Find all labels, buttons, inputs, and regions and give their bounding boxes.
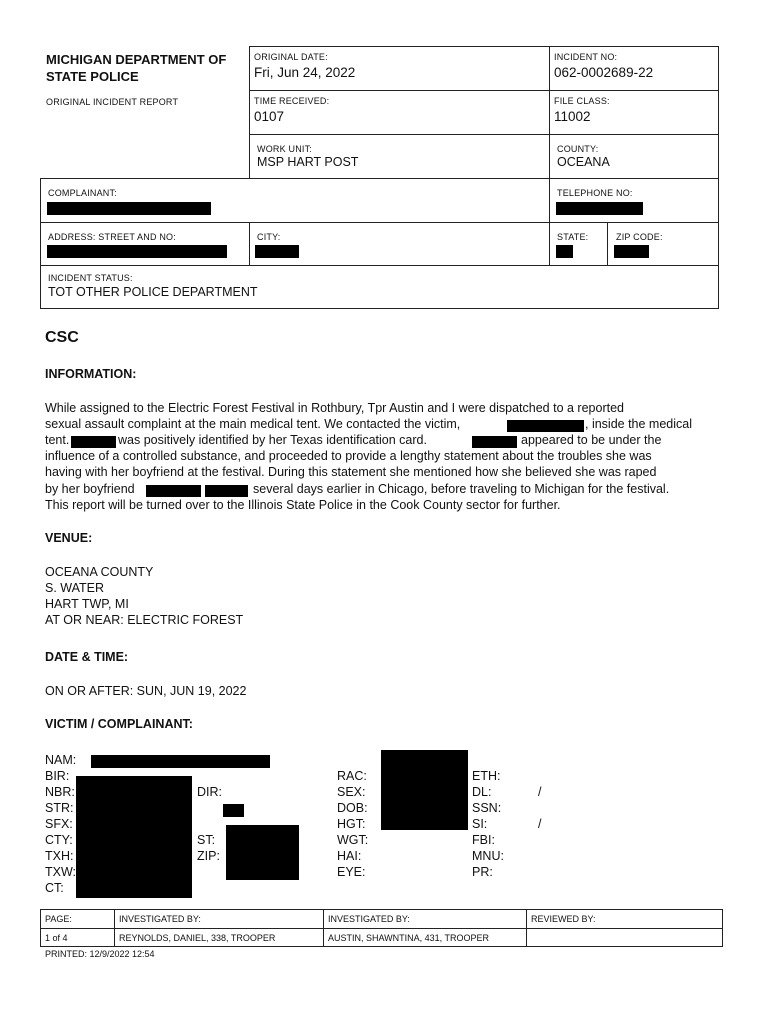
info-line: several days earlier in Chicago, before traveling to Michigan for the festival. bbox=[253, 482, 670, 496]
redaction-box bbox=[91, 755, 270, 768]
victim-field-label: ETH: bbox=[472, 769, 501, 783]
redaction-box bbox=[507, 420, 584, 432]
redaction-box bbox=[255, 245, 299, 258]
info-line: While assigned to the Electric Forest Festival in Rothbury, Tpr Austin and I were dispatched to a reported bbox=[45, 401, 624, 415]
victim-field-label: DL: bbox=[472, 785, 492, 799]
rule bbox=[249, 222, 250, 266]
rule bbox=[40, 909, 723, 910]
file-class-value: 11002 bbox=[554, 109, 591, 124]
victim-field-label: TXH: bbox=[45, 849, 74, 863]
redaction-box bbox=[381, 750, 468, 830]
victim-field-label: TXW: bbox=[45, 865, 77, 879]
datetime-value: ON OR AFTER: SUN, JUN 19, 2022 bbox=[45, 684, 247, 698]
rule bbox=[249, 46, 719, 47]
info-line: appeared to be under the bbox=[521, 433, 662, 447]
rule bbox=[718, 46, 719, 309]
victim-field-label: FBI: bbox=[472, 833, 495, 847]
info-line: by her boyfriend bbox=[45, 482, 135, 496]
info-line: This report will be turned over to the Illinois State Police in the Cook County sector for further. bbox=[45, 498, 561, 512]
venue-line: HART TWP, MI bbox=[45, 597, 129, 611]
rule bbox=[114, 909, 115, 947]
redaction-box bbox=[556, 245, 573, 258]
work-unit-label: WORK UNIT: bbox=[257, 144, 312, 154]
redaction-box bbox=[556, 202, 643, 215]
si-slash: / bbox=[538, 817, 542, 831]
victim-field-label: DOB: bbox=[337, 801, 368, 815]
victim-field-label: DIR: bbox=[197, 785, 222, 799]
info-line: sexual assault complaint at the main medical tent. We contacted the victim, bbox=[45, 417, 461, 431]
zip-label: ZIP CODE: bbox=[616, 232, 663, 242]
redaction-box bbox=[47, 245, 227, 258]
victim-field-label: SI: bbox=[472, 817, 488, 831]
datetime-heading: DATE & TIME: bbox=[45, 650, 129, 664]
investigated-by-label-2: INVESTIGATED BY: bbox=[328, 914, 410, 924]
state-label: STATE: bbox=[557, 232, 589, 242]
victim-field-label: RAC: bbox=[337, 769, 367, 783]
venue-line: OCEANA COUNTY bbox=[45, 565, 154, 579]
reviewed-by-label: REVIEWED BY: bbox=[531, 914, 596, 924]
county-label: COUNTY: bbox=[557, 144, 599, 154]
rule bbox=[323, 909, 324, 947]
original-date-label: ORIGINAL DATE: bbox=[254, 52, 328, 62]
info-line: influence of a controlled substance, and proceeded to provide a lengthy statement about the troubles she was bbox=[45, 449, 652, 463]
rule bbox=[722, 909, 723, 947]
victim-field-label: MNU: bbox=[472, 849, 504, 863]
offense-title: CSC bbox=[45, 329, 79, 346]
rule bbox=[40, 178, 719, 179]
rule bbox=[249, 134, 719, 135]
victim-field-label: NAM: bbox=[45, 753, 77, 767]
victim-heading: VICTIM / COMPLAINANT: bbox=[45, 717, 193, 731]
rule bbox=[40, 222, 719, 223]
rule bbox=[40, 308, 719, 309]
info-line: was positively identified by her Texas identification card. bbox=[118, 433, 427, 447]
incident-no-label: INCIDENT NO: bbox=[554, 52, 618, 62]
victim-field-label: HAI: bbox=[337, 849, 362, 863]
victim-field-label: SEX: bbox=[337, 785, 366, 799]
info-line: , inside the medical bbox=[585, 417, 693, 431]
redaction-box bbox=[146, 485, 201, 497]
redaction-box bbox=[47, 202, 211, 215]
victim-field-label: BIR: bbox=[45, 769, 70, 783]
original-date-value: Fri, Jun 24, 2022 bbox=[254, 65, 356, 80]
victim-field-label: SSN: bbox=[472, 801, 502, 815]
page-label: PAGE: bbox=[45, 914, 72, 924]
info-line: having with her boyfriend at the festival. During this statement she mentioned how she believed she was raped bbox=[45, 465, 657, 479]
victim-field-label: CTY: bbox=[45, 833, 73, 847]
time-received-value: 0107 bbox=[254, 109, 285, 124]
telephone-label: TELEPHONE NO: bbox=[557, 188, 633, 198]
victim-field-label: SFX: bbox=[45, 817, 73, 831]
victim-field-label: EYE: bbox=[337, 865, 366, 879]
venue-line: S. WATER bbox=[45, 581, 105, 595]
redaction-box bbox=[472, 436, 517, 448]
agency-title: MICHIGAN DEPARTMENT OF STATE POLICE bbox=[46, 52, 227, 84]
rule bbox=[40, 909, 41, 947]
redaction-box bbox=[205, 485, 248, 497]
county-value: OCEANA bbox=[557, 155, 610, 169]
redaction-box bbox=[76, 776, 192, 898]
info-line: tent. bbox=[45, 433, 70, 447]
redaction-box bbox=[614, 245, 649, 258]
redaction-box bbox=[223, 804, 244, 817]
rule bbox=[40, 928, 723, 929]
rule bbox=[549, 46, 550, 266]
victim-field-label: PR: bbox=[472, 865, 493, 879]
redaction-box bbox=[226, 825, 299, 880]
victim-field-label: WGT: bbox=[337, 833, 369, 847]
city-label: CITY: bbox=[257, 232, 281, 242]
venue-heading: VENUE: bbox=[45, 531, 93, 545]
report-type: ORIGINAL INCIDENT REPORT bbox=[46, 97, 179, 107]
rule bbox=[526, 909, 527, 947]
information-heading: INFORMATION: bbox=[45, 367, 137, 381]
rule bbox=[249, 90, 719, 91]
redaction-box bbox=[71, 436, 116, 448]
rule bbox=[40, 265, 719, 266]
printed-timestamp: PRINTED: 12/9/2022 12:54 bbox=[45, 949, 155, 959]
victim-field-label: ST: bbox=[197, 833, 216, 847]
time-received-label: TIME RECEIVED: bbox=[254, 96, 330, 106]
investigator-2: AUSTIN, SHAWNTINA, 431, TROOPER bbox=[328, 933, 490, 943]
investigated-by-label: INVESTIGATED BY: bbox=[119, 914, 201, 924]
victim-field-label: CT: bbox=[45, 881, 64, 895]
dl-slash: / bbox=[538, 785, 542, 799]
address-label: ADDRESS: STREET AND NO: bbox=[48, 232, 176, 242]
file-class-label: FILE CLASS: bbox=[554, 96, 610, 106]
rule bbox=[40, 946, 723, 947]
victim-field-label: STR: bbox=[45, 801, 74, 815]
rule bbox=[607, 222, 608, 266]
incident-status-label: INCIDENT STATUS: bbox=[48, 273, 133, 283]
incident-status-value: TOT OTHER POLICE DEPARTMENT bbox=[48, 285, 258, 299]
rule bbox=[40, 178, 41, 309]
incident-no-value: 062-0002689-22 bbox=[554, 65, 654, 80]
work-unit-value: MSP HART POST bbox=[257, 155, 359, 169]
venue-line: AT OR NEAR: ELECTRIC FOREST bbox=[45, 613, 244, 627]
victim-field-label: ZIP: bbox=[197, 849, 220, 863]
complainant-label: COMPLAINANT: bbox=[48, 188, 117, 198]
victim-field-label: HGT: bbox=[337, 817, 366, 831]
investigator-1: REYNOLDS, DANIEL, 338, TROOPER bbox=[119, 933, 276, 943]
page-value: 1 of 4 bbox=[45, 933, 68, 943]
victim-field-label: NBR: bbox=[45, 785, 75, 799]
